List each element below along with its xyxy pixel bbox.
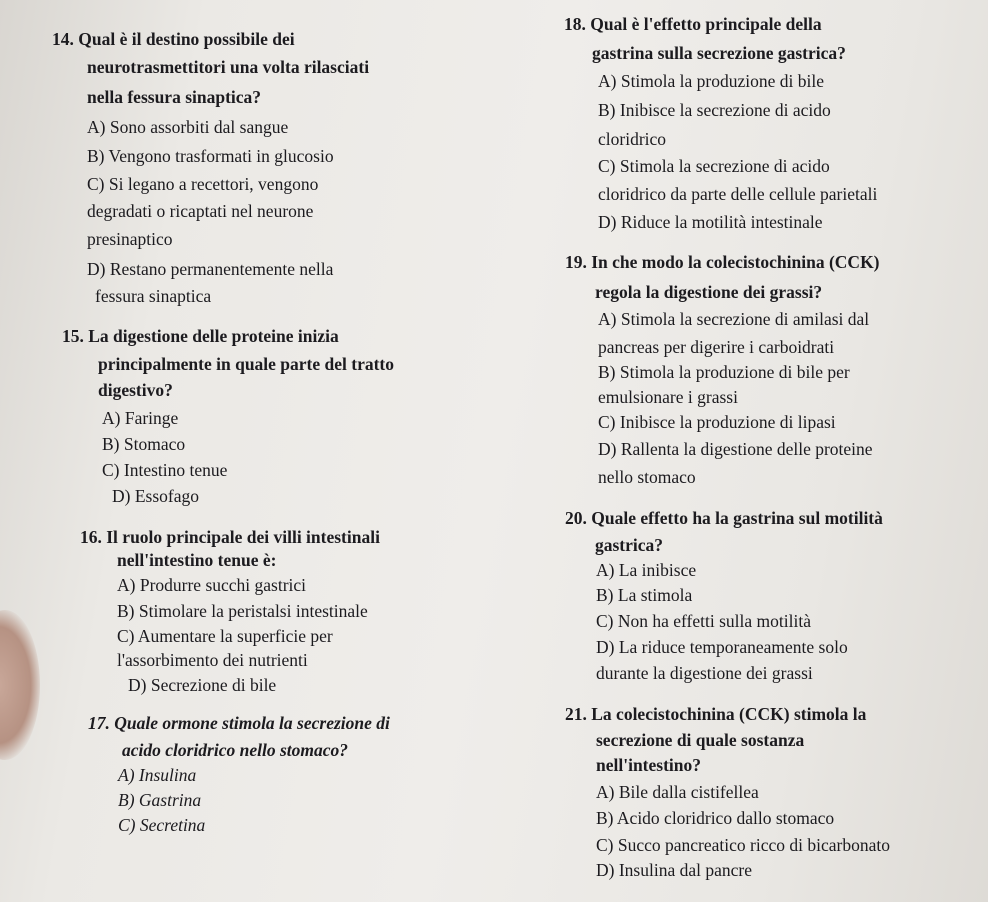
q15-title-line-2: principalmente in quale parte del tratto bbox=[98, 354, 395, 374]
q15-title-line-1: 15. La digestione delle proteine inizia bbox=[62, 326, 339, 346]
q17-title-line-1: 17. Quale ormone stimola la secrezione di bbox=[88, 713, 390, 733]
q16-title-line-2: nell'intestino tenue è: bbox=[117, 550, 277, 570]
q21-option-d: D) Insulina dal pancre bbox=[596, 860, 752, 880]
q18-title-line-1: 18. Qual è l'effetto principale della bbox=[564, 14, 822, 34]
q18-option-a: A) Stimola la produzione di bile bbox=[598, 71, 824, 91]
q14-title-line-1: 14. Qual è il destino possibile dei bbox=[52, 29, 295, 49]
q14-option-c-cont-2: presinaptico bbox=[87, 229, 173, 249]
q16-option-c: C) Aumentare la superficie per bbox=[117, 626, 333, 646]
q14-option-d: D) Restano permanentemente nella bbox=[87, 259, 334, 279]
q16-option-c-cont: l'assorbimento dei nutrienti bbox=[117, 650, 308, 670]
q18-option-b-cont: cloridrico bbox=[598, 129, 667, 149]
q17-title-line-2: acido cloridrico nello stomaco? bbox=[122, 740, 349, 760]
q15-option-d: D) Essofago bbox=[112, 486, 199, 506]
q15-option-b: B) Stomaco bbox=[102, 434, 186, 454]
q14-title-line-3: nella fessura sinaptica? bbox=[87, 87, 262, 107]
q18-option-b: B) Inibisce la secrezione di acido bbox=[598, 100, 831, 120]
q21-title-line-2: secrezione di quale sostanza bbox=[596, 730, 805, 750]
q15-option-c: C) Intestino tenue bbox=[102, 460, 228, 480]
q14-title-line-2: neurotrasmettitori una volta rilasciati bbox=[87, 57, 370, 77]
q21-option-a: A) Bile dalla cistifellea bbox=[596, 782, 759, 802]
q21-option-b: B) Acido cloridrico dallo stomaco bbox=[596, 808, 835, 828]
q18-option-c-cont: cloridrico da parte delle cellule parietali bbox=[598, 184, 878, 204]
q19-option-c: C) Inibisce la produzione di lipasi bbox=[598, 412, 836, 432]
q17-option-c: C) Secretina bbox=[118, 815, 206, 835]
q18-option-d: D) Riduce la motilità intestinale bbox=[598, 212, 823, 232]
q14-option-b: B) Vengono trasformati in glucosio bbox=[87, 146, 334, 166]
q14-option-d-cont: fessura sinaptica bbox=[95, 286, 212, 306]
q19-option-d: D) Rallenta la digestione delle proteine bbox=[598, 439, 873, 459]
q19-option-a-cont: pancreas per digerire i carboidrati bbox=[598, 337, 835, 357]
q20-title-line-2: gastrica? bbox=[595, 535, 664, 555]
q19-title-line-1: 19. In che modo la colecistochinina (CCK) bbox=[565, 252, 880, 272]
q14-option-c: C) Si legano a recettori, vengono bbox=[87, 174, 319, 194]
q20-title-line-1: 20. Quale effetto ha la gastrina sul motilità bbox=[565, 508, 883, 528]
q14-option-c-cont-1: degradati o ricaptati nel neurone bbox=[87, 201, 314, 221]
q20-option-d-cont: durante la digestione dei grassi bbox=[596, 663, 813, 683]
q19-option-b: B) Stimola la produzione di bile per bbox=[598, 362, 850, 382]
q18-option-c: C) Stimola la secrezione di acido bbox=[598, 156, 830, 176]
q19-title-line-2: regola la digestione dei grassi? bbox=[595, 282, 823, 302]
q19-option-a: A) Stimola la secrezione di amilasi dal bbox=[598, 309, 870, 329]
q21-title-line-3: nell'intestino? bbox=[596, 755, 702, 775]
q16-title-line-1: 16. Il ruolo principale dei villi intestinali bbox=[80, 527, 380, 547]
finger-shadow bbox=[0, 610, 40, 760]
q14-option-a: A) Sono assorbiti dal sangue bbox=[87, 117, 289, 137]
q15-title-line-3: digestivo? bbox=[98, 380, 173, 400]
q19-option-b-cont: emulsionare i grassi bbox=[598, 387, 738, 407]
q16-option-b: B) Stimolare la peristalsi intestinale bbox=[117, 601, 368, 621]
q20-option-d: D) La riduce temporaneamente solo bbox=[596, 637, 848, 657]
q20-option-c: C) Non ha effetti sulla motilità bbox=[596, 611, 811, 631]
q20-option-a: A) La inibisce bbox=[596, 560, 697, 580]
q16-option-d: D) Secrezione di bile bbox=[128, 675, 277, 695]
q19-option-d-cont: nello stomaco bbox=[598, 467, 696, 487]
q15-option-a: A) Faringe bbox=[102, 408, 179, 428]
q16-option-a: A) Produrre succhi gastrici bbox=[117, 575, 307, 595]
q18-title-line-2: gastrina sulla secrezione gastrica? bbox=[592, 43, 846, 63]
q21-title-line-1: 21. La colecistochinina (CCK) stimola la bbox=[565, 704, 867, 724]
q20-option-b: B) La stimola bbox=[596, 585, 693, 605]
q21-option-c: C) Succo pancreatico ricco di bicarbonato bbox=[596, 835, 890, 855]
q17-option-b: B) Gastrina bbox=[118, 790, 202, 810]
q17-option-a: A) Insulina bbox=[118, 765, 197, 785]
